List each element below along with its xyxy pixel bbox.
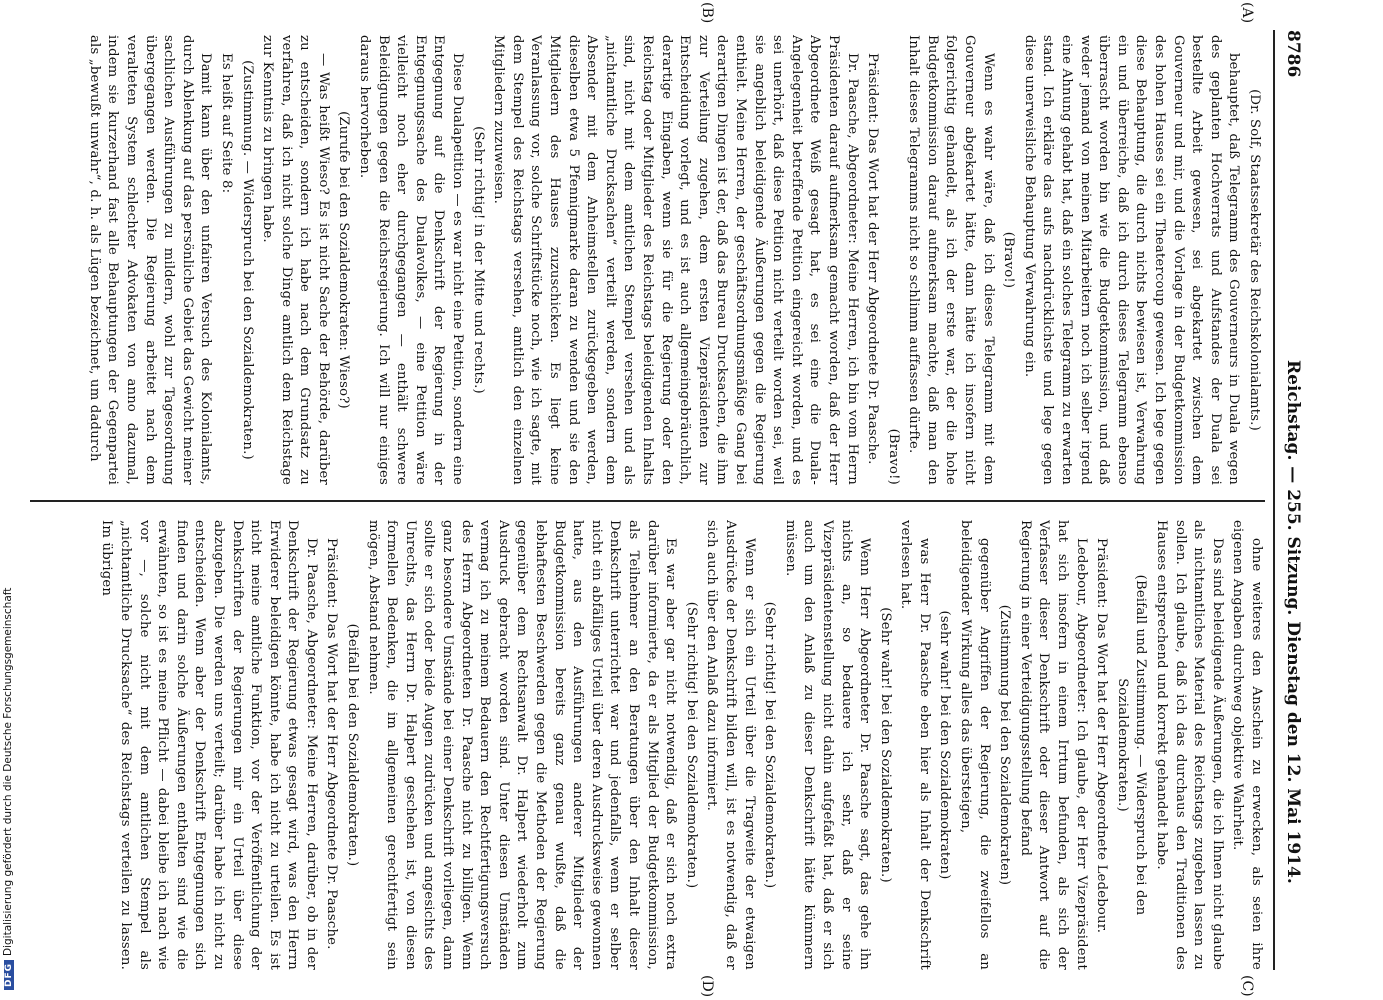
paragraph: Dr. Paasche, Abgeordneter: Meine Herren, ich bin vom Herrn Präsidenten darauf aufmerksam gemacht worden, daß der Herr Abgeordnete Weiß gesagt hat, es sei eine die Duala-Angelegenheit betreffende Petition eingereicht worden, und es sei unerhört, daß diese Petition nicht verteilt worden sei, weil sie angeblich beleidigende Äußerungen gegen die Regierung enthielt. Meine Herren, der geschäftsordnungsmäßige Gang bei derartigen Dingen ist der, daß das Bureau Drucksachen, die ihm zur Verteilung zugehen, dem ersten Vizepräsidenten zur Entscheidung vorlegt, und es ist auch allgemeingebräuchlich, derartige Eingaben, wenn sie für die Regierung oder den Reichstag oder Mitglieder des Reichstags beleidigenden Inhalts sind, nicht mit dem amtlichen Stempel versehen und als „nichtamtliche Drucksachen“ verteilt werden, sondern dem Absender mit dem Anheimstellen zurückgegeben werden, dieselben etwa 5 Pfennigmarke daran zu wenden und sie den Mitgliedern des Hauses zuzuschicken. Es liegt keine Veranlassung vor, solche Schriftstücke noch, wie ich sagte, mit dem Stempel des Reichstags versehen, amtlich den einzelnen Mitgliedern zuzuweisen. (491, 35, 860, 485)
paragraph: Ledebour, Abgeordneter: Ich glaube, der Herr Vizepräsident hat sich insofern in einem Irrtum befunden, als sich der Verfasser dieser Denkschrift oder dieser Antwort auf die Regierung in einer Verteidigungsstellung befand (1017, 520, 1089, 970)
president-remark: Präsident: Das Wort hat der Herr Abgeordnete Dr. Paasche. (865, 53, 881, 465)
page-header (1279, 30, 1303, 970)
paragraph: Diese Dualapetition — es war nicht eine Petition, sondern eine Entgegnung auf die Denkschrift der Regierung in der Entgegnungssache des Dualavolkes, — eine Petition wäre vielleicht noch eher durchgegangen — enthält schwere Beleidigungen gegen die Reichsregierung. Ich will nur einiges daraus hervorheben. (357, 35, 466, 485)
interjection: (Sehr richtig! bei den Sozialdemokraten.) (762, 601, 778, 889)
margin-marker-b: (B) (699, 2, 715, 24)
margin-marker-c: (C) (1239, 975, 1255, 997)
interjection: (sehr wahr! bei den Sozialdemokraten) (937, 610, 953, 880)
interjection: (Beifall und Zustimmung. — Widerspruch bei den Sozialdemokraten.) (1114, 574, 1149, 916)
rotated-page-content (15, 0, 1315, 1000)
president-remark: Präsident: Das Wort hat der Herr Abgeordnete Ledebour. (1094, 538, 1110, 934)
column-divider (30, 500, 1265, 502)
paragraph: gegenüber Angriffen der Regierung, die zweifellos an beleidigender Wirkung alles das übersteigen, (958, 520, 992, 970)
paragraph: Es heißt auf Seite 8: (218, 53, 234, 194)
interjection: (Sehr richtig! bei den Sozialdemokraten.) (683, 601, 699, 889)
paragraph: was Herr Dr. Paasche eben hier als Inhalt der Denkschrift verlesen hat. (898, 520, 932, 970)
speaker-note: (Dr. Solf, Staatssekretär des Reichskolonialamts.) (1247, 89, 1262, 431)
interjection: (Bravo!) (1001, 231, 1017, 289)
paragraph: — Was heißt Wieso? Es ist nicht Sache der Behörde, darüber zu entscheiden, sondern ich habe nach dem Grundsatz zu verfahren, daß ich nicht solche Dinge amtlich dem Reichstage zur Kenntnis zu bringen habe. (260, 35, 331, 485)
paragraph: Es war aber gar nicht notwendig, daß er sich noch extra darüber informierte, da er als Mitglied der Budgetkommission, als Teilnehmer an den Beratungen über den Inhalt dieser Denkschrift unterrichtet war und jedenfalls, wenn er selber nicht ein abfälliges Urteil über deren Ausdrucksweise gewonnen hatte, aus den Ausführungen anderer Mitglieder der Budgetkommission bereits ganz genau wußte, daß die lebhaftesten Beschwerden gegen die Methoden der Regierung gegenüber dem Rechtsanwalt Dr. Halpert wiederholt zum Ausdruck gebracht worden sind. Unter diesen Umständen vermag ich zu meinem Bedauern den Rechtfertigungsversuch des Herrn Abgeordneten Dr. Paasche nicht zu billigen. Wenn ganz besondere Umstände bei einer Denkschrift vorliegen, dann sollte er sich oder beide Augen zudrücken und angesichts des Unrechts, das Herrn Dr. Halpert geschehen ist, von diesen formellen Bedenken, die im allgemeinen gerechtfertigt sein mögen, Abstand nehmen. (365, 520, 679, 970)
paragraph: Wenn es wahr wäre, daß ich dieses Telegramm mit dem Gouverneur abgekartet hätte, dann hätte ich insofern nicht folgerichtig gehandelt, als ich der erste war, der die hohe Budgetkommission darauf aufmerksam machte, daß man den Inhalt dieses Telegramms nicht so schlimm auffassen dürfte. (906, 35, 996, 485)
credit-text: Digitalisierung gefördert durch die Deutsche Forschungsgemeinschaft (2, 587, 14, 956)
dfg-logo: DFG (4, 960, 14, 990)
digitization-credit (2, 0, 16, 990)
paragraph: Das sind beleidigende Äußerungen, die ich Ihnen nicht glaube als nichtamtliches Material des Reichstags zugeben lassen zu sollen. Ich glaube, daß ich das durchaus den Traditionen des Hauses entsprechend und korrekt gehandelt habe. (1154, 520, 1225, 970)
header-rule (1273, 30, 1275, 970)
paragraph: Wenn er sich ein Urteil über die Tragweite der etwaigen Ausdrücke der Denkschrift bilden will, ist es notwendig, daß er sich auch über den Anlaß dazu informiert. (704, 520, 757, 970)
paragraph: Wenn Herr Abgeordneter Dr. Paasche sagt, das gehe ihn nichts an, so bedauere ich sehr, daß er seine Vizepräsidentenstellung nicht dahin aufgefaßt hat, daß er sich auch um den Anlaß zu dieser Denkschrift hätte kümmern müssen. (782, 520, 873, 970)
paragraph: behauptet, daß Telegramm des Gouverneurs in Duala wegen des geplanten Hochverrats und Aufstandes der Duala sei bestellte Arbeit gewesen, sei abgekartet zwischen dem Gouverneur und mir, und die Vorlage in der Budgetkommission des hohen Hauses sei ein Theatercoup gewesen. Ich lege gegen diese Behauptung, die durch nichts bewiesen ist, Verwahrung ein und überreiche, daß ich durch dieses Telegramm ebenso überrascht worden bin wie die Budgetkommission, und daß weder jemand von meinen Mitarbeitern noch ich selber irgend eine Ahnung gehabt hat, daß ein solches Telegramm zu erwarten stand. Ich erkläre das aufs nachdrücklichste und lege gegen diese unerweisliche Behauptung Verwahrung ein. (1021, 35, 1242, 485)
left-text-column (35, 35, 1265, 485)
interjection: (Beifall bei den Sozialdemokraten.) (345, 623, 361, 867)
margin-marker-a: (A) (1239, 2, 1255, 24)
page-number: 8786 (1283, 30, 1303, 78)
president-remark: Präsident: Das Wort hat der Herr Abgeordnete Dr. Paasche. (324, 538, 340, 950)
quotation: Damit kann über den unfairen Versuch des Kolonialamts, durch Ablenkung auf das persönliche Gebiet das Gewicht meiner sachlichen Ausführungen zu mildern, wohl zur Tagesordnung übergegangen werden. Die Regierung arbeitet nach dem veralteten System schlechter Advokaten von anno dazumal, indem sie kurzerhand fast alle Behauptungen der Gegenpartei als „bewußt unwahr“, d. h. als Lügen bezeichnet, um dadurch (86, 35, 214, 485)
interjection: (Zustimmung bei den Sozialdemokraten) (997, 604, 1013, 886)
quotation: ohne weiteres den Anschein zu erwecken, als seien ihre eigenen Angaben durchweg objektive Wahrheit. (1230, 520, 1264, 970)
interjection: (Sehr richtig! in der Mitte und rechts.) (470, 126, 486, 394)
paragraph: Dr. Paasche, Abgeordneter: Meine Herren, darüber, ob in der Denkschrift der Regierung etwas gesagt wird, was den Herrn Erwiderer beleidigen könnte, habe ich nicht zu urteilen. Es ist nicht meine amtliche Funktion, vor der Veröffentlichung der Denkschriften der Regierungen mir ein Urteil über diese abzugeben. Die werden uns verteilt; darüber habe ich nicht zu entscheiden. Wenn aber der Denkschrift Entgegnungen sich finden und darin solche Äußerungen enthalten sind wie die erwähnten, so ist es meine Pflicht — dabei bleibe ich nach wie vor —, solche nicht mit dem amtlichen Stempel als „nichtamtliche Drucksache“ des Reichstags verteilen zu lassen. Im übrigen (99, 520, 319, 970)
margin-marker-d: (D) (699, 975, 715, 998)
interjection: (Zurufe bei den Sozialdemokraten: Wieso?) (336, 111, 352, 409)
interjection: (Zustimmung. — Widerspruch bei den Sozialdemokraten.) (239, 60, 255, 460)
interjection: (Sehr wahr! bei den Sozialdemokraten.) (877, 607, 893, 883)
page-title: Reichstag. — 255. Sitzung. Dienstag den 12. Mai 1914. (1283, 360, 1303, 884)
interjection: (Bravo!) (885, 428, 901, 485)
right-text-column (35, 520, 1265, 970)
